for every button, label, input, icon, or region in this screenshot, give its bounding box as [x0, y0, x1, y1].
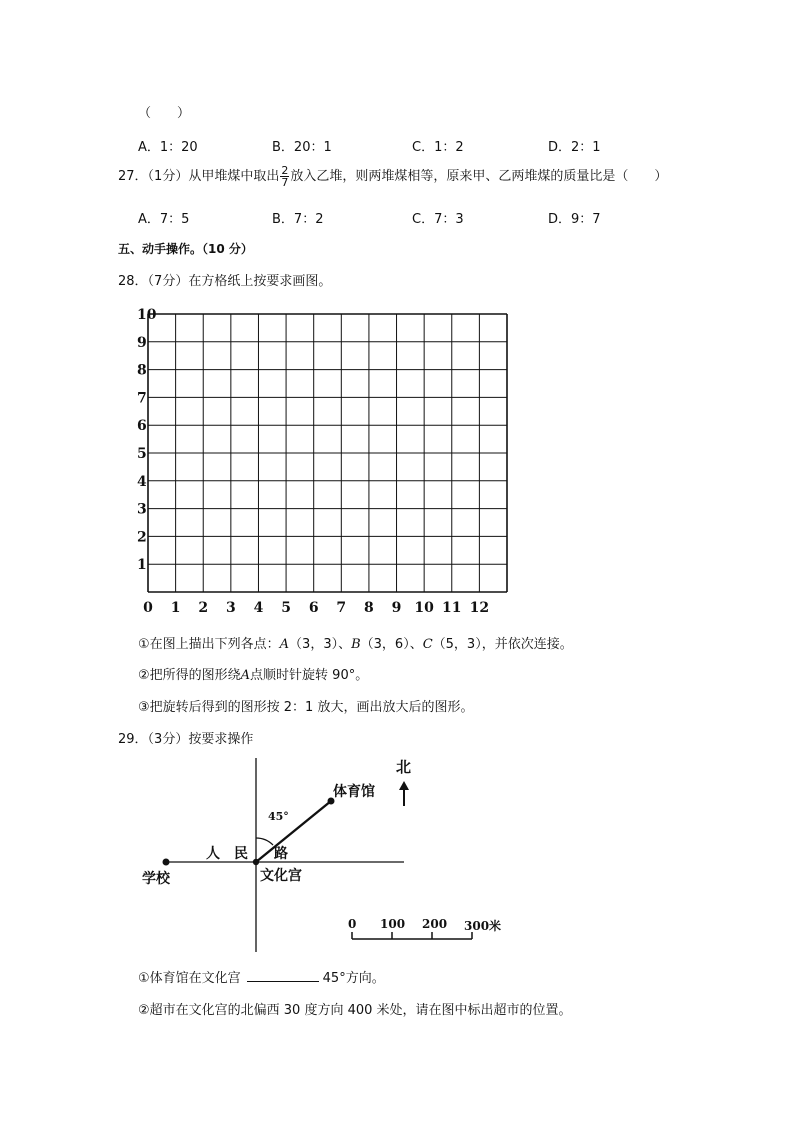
section-title: 五、动手操作。（10 分）	[118, 242, 253, 256]
answer-blank[interactable]	[247, 969, 319, 982]
x-tick-label: 7	[336, 600, 347, 616]
q27-suffix: 放入乙堆，则两堆煤相等，原来甲、乙两堆煤的质量比是（ ）	[290, 169, 668, 184]
x-tick-label: 0	[143, 600, 153, 616]
north-label: 北	[396, 758, 412, 776]
scale-label-300: 300米	[464, 919, 502, 933]
point-b-coord: （3，6）、	[360, 637, 423, 652]
school-point	[163, 859, 170, 866]
point-c-label: C	[422, 637, 433, 652]
q28-title: 28．（7分）在方格纸上按要求画图。	[118, 274, 332, 289]
road-label-right: 路	[274, 846, 288, 862]
x-tick-label: 11	[442, 600, 462, 616]
point-a-coord: （3，3）、	[289, 637, 352, 652]
q28-item-3: ③把旋转后得到的图形按 2：1 放大，画出放大后的图形。	[138, 700, 474, 715]
q28-item-1-lead: ①在图上描出下列各点：	[138, 637, 280, 652]
grid-lines	[148, 314, 507, 592]
x-tick-label: 10	[414, 600, 434, 616]
y-tick-label: 3	[137, 501, 147, 518]
q29-item-1-tail: 45°方向。	[322, 971, 385, 986]
y-tick-label: 5	[137, 446, 147, 462]
q29-title: 29．（3分）按要求操作	[118, 732, 254, 747]
y-tick-label: 7	[137, 390, 147, 407]
q29-item-1-lead: ①体育馆在文化宫	[138, 971, 241, 986]
angle-label: 45°	[268, 810, 289, 823]
q27-option-a: A．7：5	[138, 212, 190, 227]
q26-option-d: D．2：1	[548, 140, 601, 155]
q28-item-1	[138, 633, 573, 652]
x-tick-label: 6	[308, 600, 319, 616]
q26-paren: （ ）	[138, 106, 191, 121]
school-label: 学校	[142, 871, 170, 887]
palace-label: 文化宫	[260, 868, 302, 884]
y-tick-label: 6	[137, 418, 147, 435]
x-tick-label: 4	[253, 600, 264, 616]
y-tick-label: 4	[137, 473, 147, 490]
q27-prefix: 27．（1分）从甲堆煤中取出	[118, 169, 280, 184]
point-a-label: A	[279, 637, 290, 652]
scale-label-100: 100	[380, 917, 406, 931]
angle-arc	[256, 838, 273, 845]
q28-item-2-point: A	[240, 668, 251, 683]
q27-option-b: B．7：2	[272, 212, 324, 227]
scale-label-0: 0	[348, 917, 357, 931]
q29-item-1	[138, 967, 385, 986]
x-tick-label: 9	[391, 600, 402, 616]
x-tick-label: 1	[170, 600, 181, 616]
q26-option-b: B．20：1	[272, 140, 332, 155]
x-tick-label: 2	[198, 600, 209, 616]
y-tick-label: 1	[137, 557, 147, 574]
q28-item-2	[138, 664, 368, 683]
north-arrowhead-icon	[399, 781, 409, 790]
road-label-left: 人 民	[206, 846, 248, 862]
palace-point	[253, 859, 259, 865]
q27-option-d: D．9：7	[548, 212, 601, 227]
q28-item-2-rest: 点顺时针旋转 90°。	[250, 668, 369, 683]
y-tick-label: 8	[137, 362, 147, 379]
stadium-label: 体育馆	[333, 784, 375, 800]
q27-frac-num: 2	[281, 164, 289, 177]
q27-stem	[118, 164, 667, 190]
x-tick-label: 8	[364, 600, 374, 616]
q27-fraction	[280, 165, 289, 188]
q27-frac-den: 7	[281, 176, 289, 189]
x-tick-label: 12	[469, 600, 490, 616]
y-tick-label: 9	[137, 334, 147, 351]
q27-option-c: C．7：3	[412, 212, 464, 227]
q26-option-a: A．1：20	[138, 140, 198, 155]
q26-option-c: C．1：2	[412, 140, 464, 155]
scale-label-200: 200	[422, 917, 448, 931]
grid-paper	[0, 298, 794, 628]
x-tick-label: 5	[281, 600, 291, 616]
grid-y-labels	[137, 307, 157, 573]
x-tick-label: 3	[225, 600, 236, 616]
q28-item-2-lead: ②把所得的图形绕	[138, 668, 241, 683]
y-tick-label: 10	[137, 307, 157, 323]
point-b-label: B	[351, 637, 361, 652]
point-c-coord: （5，3），并依次连接。	[432, 637, 573, 652]
q29-item-2: ②超市在文化宫的北偏西 30 度方向 400 米处，请在图中标出超市的位置。	[138, 1003, 572, 1018]
y-tick-label: 2	[137, 529, 147, 546]
grid-x-labels	[143, 600, 489, 616]
